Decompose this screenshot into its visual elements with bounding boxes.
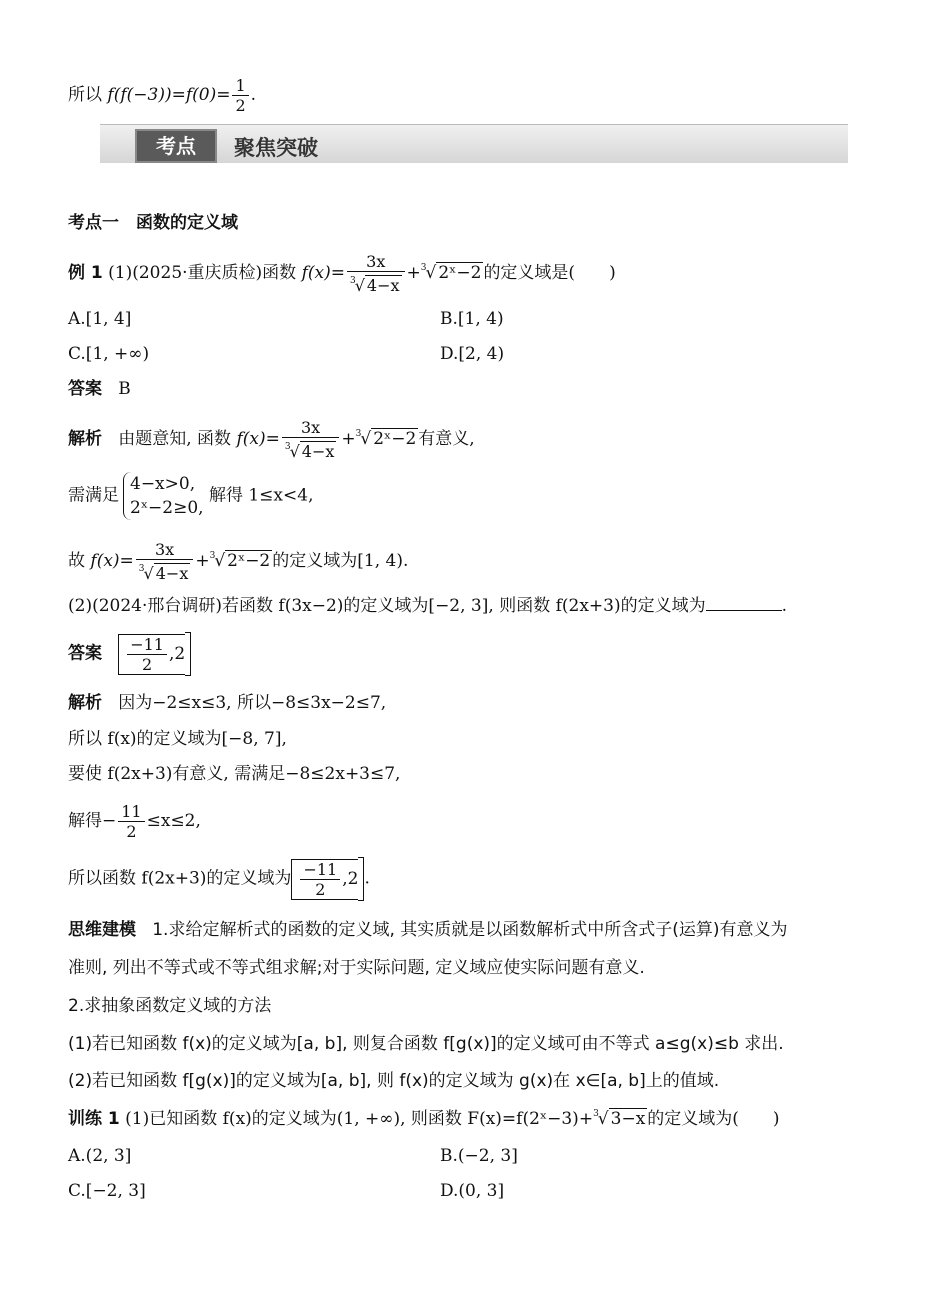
example1-analysis-2: 需满足 4−x>0, 2ˣ−2≥0, 解得 1≤x<4, (68, 474, 314, 518)
section-title: 考点一 函数的定义域 (68, 213, 238, 233)
train-option-b: B.(−2, 3] (440, 1146, 518, 1166)
train-option-c: C.[−2, 3] (68, 1181, 146, 1201)
example1-2-answer: 答案 $\frac{-11}{2}$ ,2 (68, 632, 191, 676)
example1-2-analysis-4: 解得− $\frac{11}{2}$ ≤x≤2, (68, 802, 201, 841)
top-line: 所以 f(f(−3))=f(0)= $\frac{1}{2}$ . (68, 76, 257, 115)
train-option-d: D.(0, 3] (440, 1181, 505, 1201)
train-option-a: A.(2, 3] (68, 1146, 132, 1166)
model-p1a: 思维建模 1.求给定解析式的函数的定义域, 其实质就是以函数解析式中所含式子(运算)有意义为 (68, 920, 788, 940)
option-c: C.[1, +∞) (68, 344, 150, 364)
example1-stem: 例 1 (1)(2025·重庆质检)函数 f(x)= $\frac{3x}{^3√ 4-x}$ +$^3$√ 2ˣ−2 的定义域是( ) (68, 252, 616, 295)
example1-2-analysis-2: 所以 f(x)的定义域为[−8, 7], (68, 729, 287, 749)
example1-answer: 答案 B (68, 379, 131, 399)
example1-2-analysis-1: 解析 因为−2≤x≤3, 所以−8≤3x−2≤7, (68, 693, 387, 713)
example1-2-analysis-3: 要使 f(2x+3)有意义, 需满足−8≤2x+3≤7, (68, 764, 401, 784)
option-d: D.[2, 4) (440, 344, 505, 364)
model-p1b: 准则, 列出不等式或不等式组求解;对于实际问题, 定义域应使实际问题有意义. (68, 958, 645, 978)
section-banner (100, 124, 848, 163)
banner-title: 聚焦突破 (234, 136, 318, 160)
example1-analysis-1: 解析 由题意知, 函数 f(x)= $\frac{3x}{^3√ 4-x}$ +$^3$√ 2ˣ−2 有意义, (68, 418, 475, 461)
example1-2-analysis-5: 所以函数 f(2x+3)的定义域为 $\frac{-11}{2}$ ,2 . (68, 857, 370, 901)
example1-analysis-3: 故 f(x)= $\frac{3x}{^3√ 4-x}$ +$^3$√ 2ˣ−2 的定义域为[1, 4). (68, 540, 409, 583)
option-b: B.[1, 4) (440, 309, 504, 329)
option-a: A.[1, 4] (68, 309, 132, 329)
model-p3: (1)若已知函数 f(x)的定义域为[a, b], 则复合函数 f[g(x)]的定义域可由不等式 a≤g(x)≤b 求出. (68, 1034, 784, 1054)
example1-2-stem: (2)(2024·邢台调研)若函数 f(3x−2)的定义域为[−2, 3], 则函数 f(2x+3)的定义域为 . (68, 596, 788, 616)
banner-tag: 考点 (135, 129, 217, 163)
model-p2: 2.求抽象函数定义域的方法 (68, 996, 272, 1016)
model-p4: (2)若已知函数 f[g(x)]的定义域为[a, b], 则 f(x)的定义域为 g(x)在 x∈[a, b]上的值域. (68, 1071, 720, 1091)
train1-stem: 训练 1 (1)已知函数 f(x)的定义域为(1, +∞), 则函数 F(x)=f(2ˣ−3)+$^3$√ 3−x 的定义域为( ) (68, 1109, 780, 1129)
